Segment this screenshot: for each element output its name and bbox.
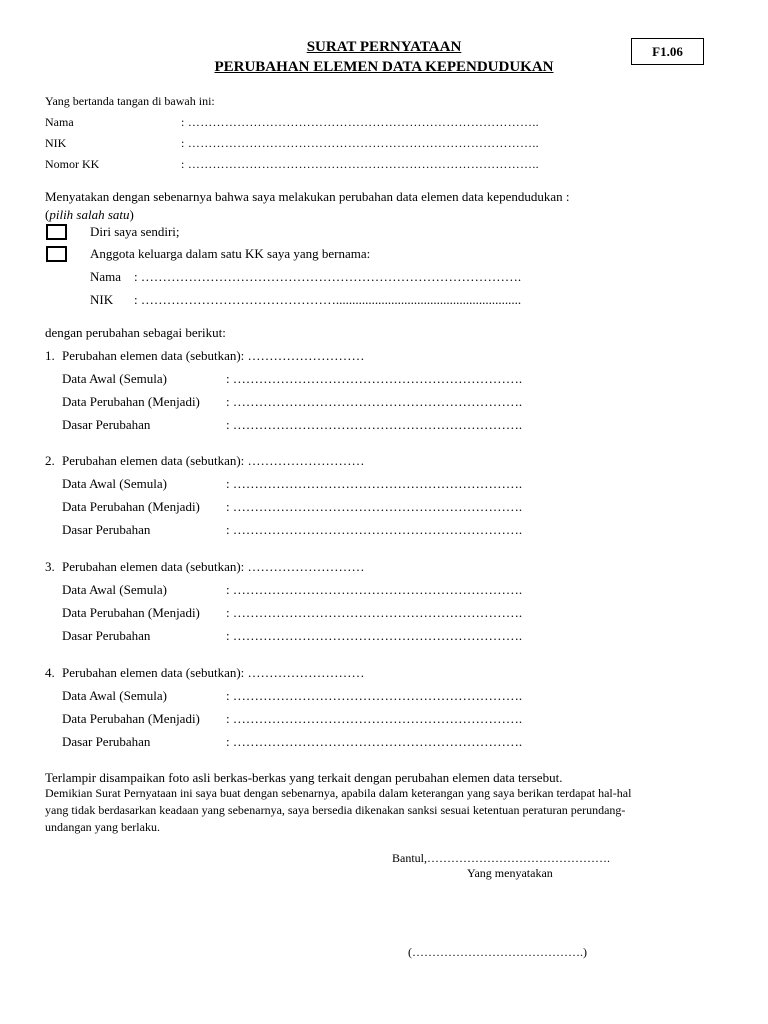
statement-text: Menyatakan dengan sebenarnya bahwa saya melakukan perubahan data elemen data kependudukan : [45, 189, 570, 204]
choose-hint-italic: pilih salah satu [49, 207, 130, 222]
change-2-header[interactable]: Perubahan elemen data (sebutkan): ……………………… [62, 453, 365, 468]
change-1-data-menjadi-label: Data Perubahan (Menjadi) [62, 394, 200, 409]
intro-text: Yang bertanda tangan di bawah ini: [45, 94, 215, 108]
attachment-note: Terlampir disampaikan foto asli berkas-berkas yang terkait dengan perubahan elemen data tersebut. [45, 770, 563, 785]
option-self-label: Diri saya sendiri; [90, 224, 180, 239]
change-4-data-awal-field[interactable]: : …………………………………………………………. [226, 688, 523, 703]
change-2-data-menjadi-label: Data Perubahan (Menjadi) [62, 499, 200, 514]
member-name-label: Nama [90, 269, 122, 284]
title-line-1: SURAT PERNYATAAN [306, 39, 462, 55]
closing-line-1: Demikian Surat Pernyataan ini saya buat dengan sebenarnya, apabila dalam keterangan yang saya berikan terdapat hal-hal [45, 786, 632, 800]
change-3-data-awal-field[interactable]: : …………………………………………………………. [226, 582, 523, 597]
member-nik-field[interactable]: : ………………………………………......................................................... [134, 292, 522, 307]
change-2-data-awal-field[interactable]: : …………………………………………………………. [226, 476, 523, 491]
signature-name-blank[interactable]: (…………………………………….) [408, 945, 587, 959]
change-2-dasar-perubahan-field[interactable]: : …………………………………………………………. [226, 522, 523, 537]
change-1-number: 1. [45, 348, 55, 363]
change-4-number: 4. [45, 665, 55, 680]
change-2-dasar-perubahan-label: Dasar Perubahan [62, 522, 151, 537]
declarant-kk-label: Nomor KK [45, 157, 100, 171]
change-1-header[interactable]: Perubahan elemen data (sebutkan): ……………………… [62, 348, 365, 363]
change-3-number: 3. [45, 559, 55, 574]
change-2-number: 2. [45, 453, 55, 468]
declarant-kk-field[interactable]: : ………………………………………………………………………….. [181, 157, 539, 171]
change-3-data-menjadi-field[interactable]: : …………………………………………………………. [226, 605, 523, 620]
change-1-data-menjadi-field[interactable]: : …………………………………………………………. [226, 394, 523, 409]
declarant-name-field[interactable]: : ………………………………………………………………………….. [181, 115, 539, 129]
change-2-data-menjadi-field[interactable]: : …………………………………………………………. [226, 499, 523, 514]
change-3-dasar-perubahan-label: Dasar Perubahan [62, 628, 151, 643]
change-4-data-awal-label: Data Awal (Semula) [62, 688, 167, 703]
change-4-header[interactable]: Perubahan elemen data (sebutkan): ……………………… [62, 665, 365, 680]
closing-line-3: undangan yang berlaku. [45, 820, 160, 834]
change-3-data-awal-label: Data Awal (Semula) [62, 582, 167, 597]
change-4-dasar-perubahan-label: Dasar Perubahan [62, 734, 151, 749]
member-name-field[interactable]: : ……………………………………………………………………………. [134, 269, 522, 284]
form-code-box: F1.06 [631, 38, 704, 65]
change-2-data-awal-label: Data Awal (Semula) [62, 476, 167, 491]
signature-place-date[interactable]: Bantul,………………………………………. [392, 851, 610, 865]
choose-hint: (pilih salah satu) [45, 207, 134, 222]
declarant-nik-field[interactable]: : ………………………………………………………………………….. [181, 136, 539, 150]
signature-role: Yang menyatakan [467, 866, 553, 880]
change-3-header[interactable]: Perubahan elemen data (sebutkan): ……………………… [62, 559, 365, 574]
option-family-label: Anggota keluarga dalam satu KK saya yang bernama: [90, 246, 371, 261]
change-1-data-awal-label: Data Awal (Semula) [62, 371, 167, 386]
change-3-dasar-perubahan-field[interactable]: : …………………………………………………………. [226, 628, 523, 643]
change-3-data-menjadi-label: Data Perubahan (Menjadi) [62, 605, 200, 620]
member-nik-label: NIK [90, 292, 114, 307]
declarant-name-label: Nama [45, 115, 74, 129]
change-4-data-menjadi-field[interactable]: : …………………………………………………………. [226, 711, 523, 726]
option-family-checkbox[interactable] [46, 246, 67, 262]
change-1-dasar-perubahan-field[interactable]: : …………………………………………………………. [226, 417, 523, 432]
title-line-2: PERUBAHAN ELEMEN DATA KEPENDUDUKAN [214, 59, 554, 75]
change-4-data-menjadi-label: Data Perubahan (Menjadi) [62, 711, 200, 726]
changes-intro: dengan perubahan sebagai berikut: [45, 325, 226, 340]
change-4-dasar-perubahan-field[interactable]: : …………………………………………………………. [226, 734, 523, 749]
change-1-data-awal-field[interactable]: : …………………………………………………………. [226, 371, 523, 386]
closing-line-2: yang tidak berdasarkan keadaan yang sebenarnya, saya bersedia dikenakan sanksi sesuai ketentuan peraturan perundang- [45, 803, 626, 817]
declarant-nik-label: NIK [45, 136, 67, 150]
option-self-checkbox[interactable] [46, 224, 67, 240]
change-1-dasar-perubahan-label: Dasar Perubahan [62, 417, 151, 432]
